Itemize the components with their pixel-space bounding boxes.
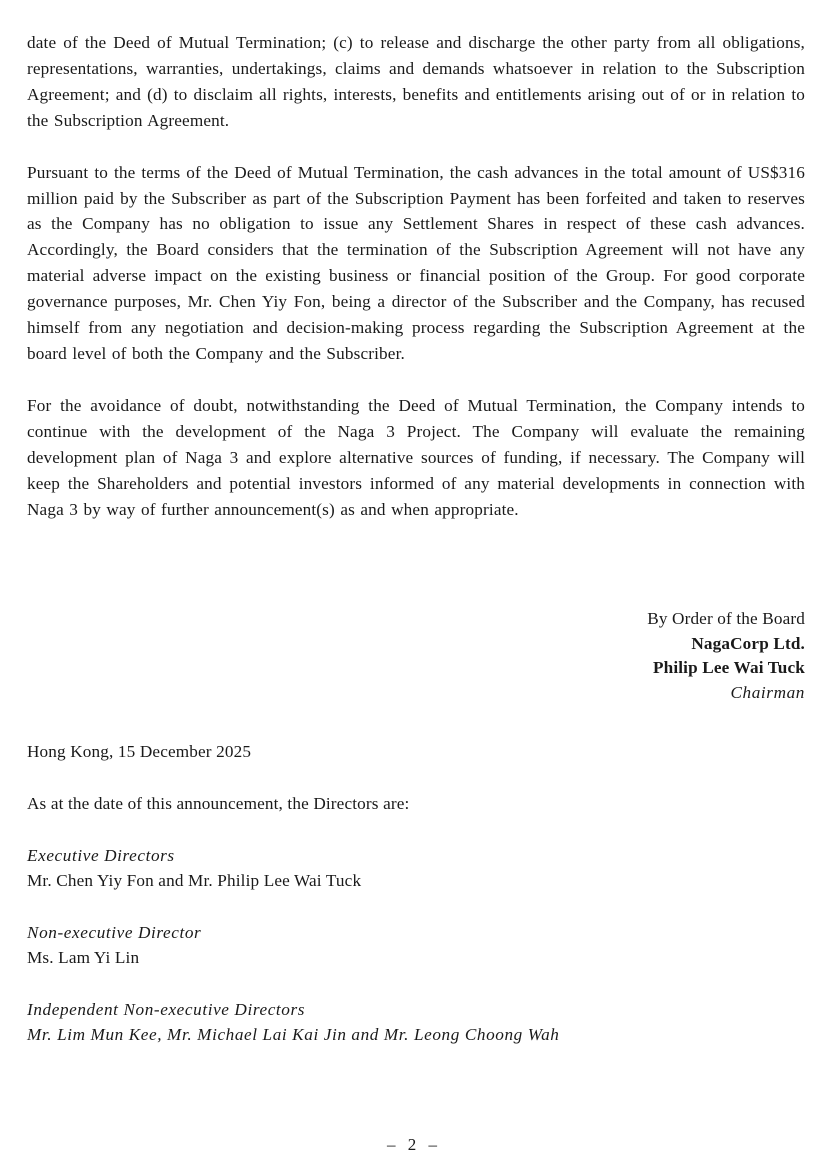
signature-order-line: By Order of the Board bbox=[647, 609, 805, 628]
directors-section bbox=[27, 739, 805, 1074]
paragraph-cash-advances: Pursuant to the terms of the Deed of Mutual Termination, the cash advances in the total amount of US$316 million paid by the Subscriber as part of the Subscription Payment has been forfeited and taken to reserves as the Company has no obligation to issue any Settlement Shares in respect of these cash advances. Accordingly, the Board considers that the termination of the Subscription Agreement will not have any material adverse impact on the existing business or financial position of the Group. For good corporate governance purposes, Mr. Chen Yiy Fon, being a director of the Subscriber and the Company, has recused himself from any negotiation and decision-making process regarding the Subscription Agreement at the board level of both the Company and the Subscriber. bbox=[27, 162, 805, 363]
group-members: Mr. Chen Yiy Fon and Mr. Philip Lee Wai Tuck bbox=[27, 871, 362, 890]
directors-intro: As at the date of this announcement, the Directors are: bbox=[27, 794, 410, 813]
document-body bbox=[27, 30, 805, 522]
signature-company: NagaCorp Ltd. bbox=[691, 633, 805, 653]
signature-block bbox=[647, 607, 805, 705]
group-heading: Independent Non-executive Directors bbox=[27, 1000, 306, 1019]
group-heading: Non-executive Director bbox=[27, 923, 202, 942]
signature-title: Chairman bbox=[730, 682, 805, 702]
place-date: Hong Kong, 15 December 2025 bbox=[27, 742, 252, 761]
independent-directors-group bbox=[27, 997, 805, 1047]
group-members: Mr. Lim Mun Kee, Mr. Michael Lai Kai Jin and Mr. Leong Choong Wah bbox=[27, 1025, 560, 1044]
paragraph-termination-terms: date of the Deed of Mutual Termination; (c) to release and discharge the other party from all obligations, representations, warranties, undertakings, claims and demands whatsoever in relation to the Subscription Agreement; and (d) to disclaim all rights, interests, benefits and entitlements arising out of or in relation to the Subscription Agreement. bbox=[27, 33, 805, 130]
group-members: Ms. Lam Yi Lin bbox=[27, 948, 140, 967]
non-executive-director-group bbox=[27, 920, 805, 970]
paragraph-naga3-continuation: For the avoidance of doubt, notwithstanding the Deed of Mutual Termination, the Company intends to continue with the development of the Naga 3 Project. The Company will evaluate the remaining development plan of Naga 3 and explore alternative sources of funding, if necessary. The Company will keep the Shareholders and potential investors informed of any material developments in connection with Naga 3 by way of further announcement(s) as and when appropriate. bbox=[27, 395, 805, 519]
page-number: – 2 – bbox=[387, 1135, 441, 1154]
signature-name: Philip Lee Wai Tuck bbox=[652, 658, 805, 677]
executive-directors-group bbox=[27, 843, 805, 893]
group-heading: Executive Directors bbox=[27, 846, 175, 865]
